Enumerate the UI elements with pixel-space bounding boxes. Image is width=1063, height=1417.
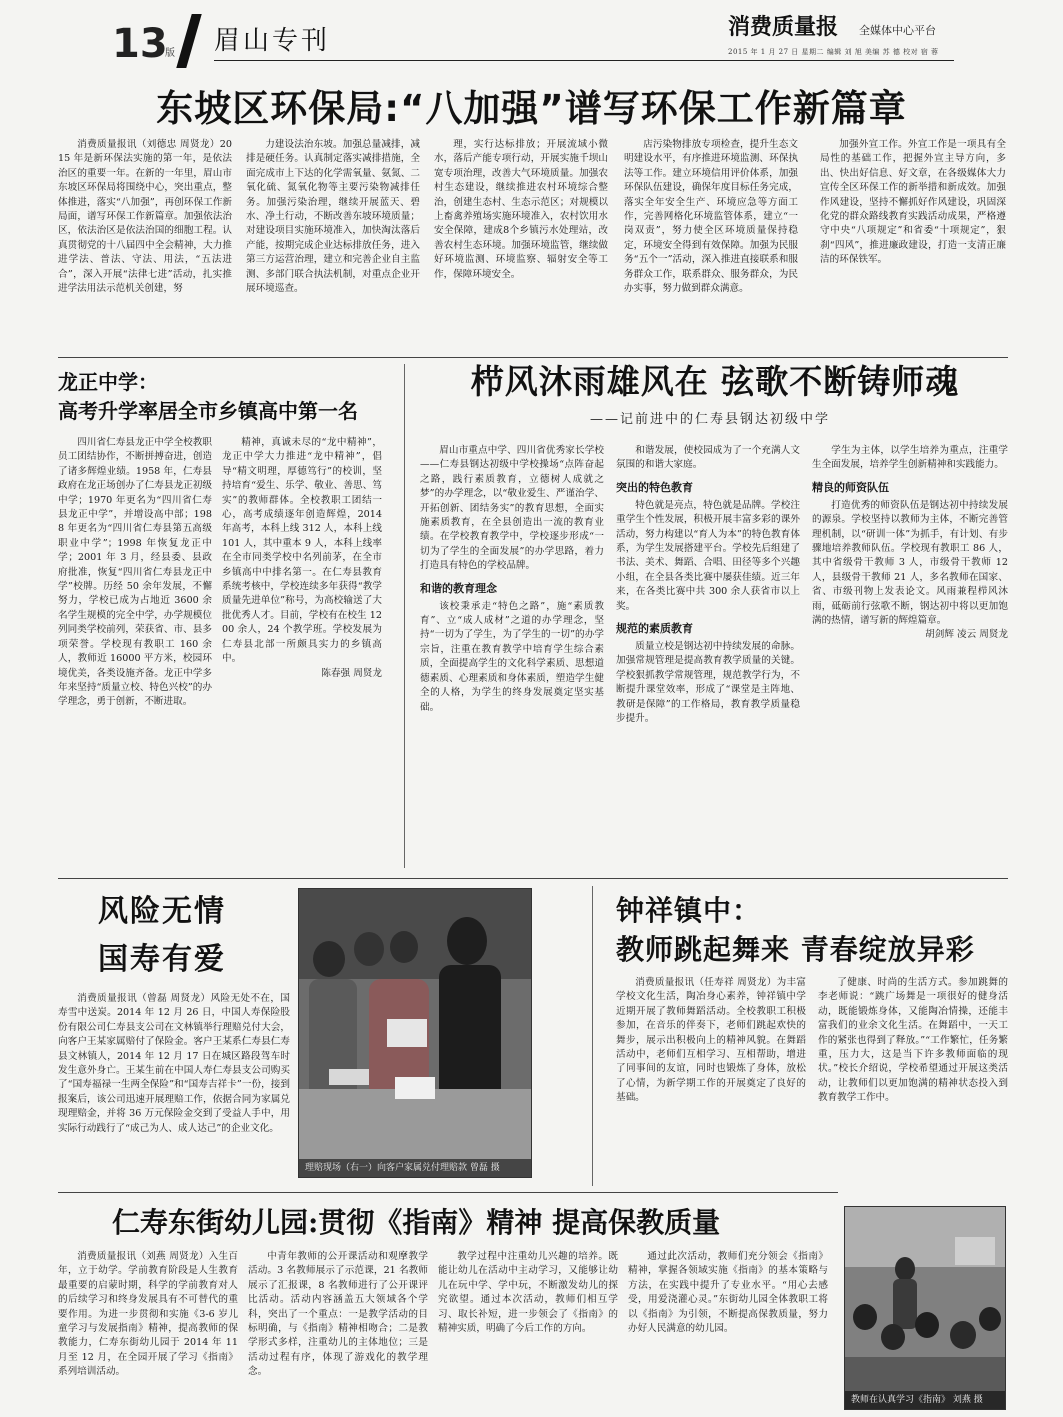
page-unit: 版 (165, 48, 175, 59)
article6-col2: 中青年教师的公开课活动和观摩教学活动。3 名教师展示了示范课，21 名教师展示了汇报课，8 名教师进行了公开课评比活动。活动内容涵盖五大领域各个学科，突出了一个重点：一是教学活动的目标明确，与《指南》精神相吻合；二是教学形式多样，注重幼儿的主体地位；三是活动过程有序，体现了游戏化的教学理念。 (248, 1251, 428, 1378)
article4-title-line1: 风险无情 (98, 894, 226, 929)
article3-col2: 和谐发展，使校园成为了一个充满人文氛围的和谐大家庭。 突出的特色教育 特色就是亮点，特色就是品牌。学校注重学生个性发展，积极开展丰富多彩的课外活动，努力构建以“育人为本”的特色教育体系，为学生发展搭建平台。学校先后组建了书法、美术、舞蹈、合唱、田径等多个兴趣小组，在全县各类比赛中屡获佳绩。近三年来，在各类比赛中共 300 余人获省市以上奖。 规范的素质教育 质量立校是钢达初中持续发展的命脉。加强常规管理是提高教育教学质量的关键。学校狠抓教学常规管理，规范教学行为，不断提升课堂效率，形成了“课堂是主阵地、教研是保障”的工作格局，教育教学质量稳步提升。 (616, 445, 800, 725)
article6-photo (844, 1206, 1006, 1410)
article3-subhead-1: 和谐的教育理念 (420, 581, 497, 595)
article6-col3: 教学过程中注重幼儿兴趣的培养。既能让幼儿在活动中主动学习，又能够让幼儿在玩中学、学中玩，不断激发幼儿的探究欲望。通过本次活动，教师们相互学习、取长补短，进一步领会了《指南》的精神实质，明确了今后工作的方向。 (438, 1251, 618, 1335)
article6-photo-caption: 教师在认真学习《指南》 刘燕 摄 (845, 1391, 1005, 1409)
masthead-rule (214, 60, 954, 61)
article1-col3: 理，实行达标排放；开展流域小微水，落后产能专项行动，开展实施千坝山宽专项治理，改善大气环境质量。加强农村生态建设，继续推进农村环境综合整治，创建生态村、生态示范区；对规模以上畜禽养殖场实施环境准入，农村饮用水安全保障，建成8个乡镇污水处理站，改善农村生态环境。加强环境监管，继续做好环境监测、环境监察、辐射安全等工作，保障环境安全。 (434, 139, 608, 280)
article1-col5: 加强外宣工作。外宣工作是一项具有全局性的基础工作，把握外宣主导方向，多出、快出好信息、好文章，在各级媒体大力宣传全区环保工作的新举措和新成效。加强作风建设，坚持不懈抓好作风建设，巩固深化党的群众路线教育实践活动成果，严格遵守中央“八项规定”和省委“十项规定”，狠刹“四风”，推进廉政建设，打造一支清正廉洁的环保铁军。 (820, 139, 1006, 266)
article2-byline: 陈春强 周贤龙 (321, 667, 382, 679)
paper-name: 消费质量报 (728, 15, 839, 40)
article3-subhead-4: 精良的师资队伍 (812, 480, 889, 494)
article5-title-line2: 教师跳起舞来 青春绽放异彩 (616, 933, 975, 966)
column-name: 眉山专刊 (214, 26, 331, 56)
article2-title-line1: 龙正中学： (58, 370, 158, 394)
article3-byline: 胡剑辉 凌云 周贤龙 (925, 629, 1008, 641)
article3-subtitle: ——记前进中的仁寿县钢达初级中学 (590, 412, 831, 427)
article1-col4: 店污染物排放专项检查，提升生态文明建设水平，有序推进环境监测、环保执法等工作。建立环境信用评价体系，加强环保队伍建设，确保年度目标任务完成，落实全年安全生产、环境应急等方面工作，完善网格化环境监管体系，建立“一岗双责”，努力使全区环境质量保持稳定，环境安全得到有效保障。加强为民服务“五个一”活动，深入推进直接联系和服务群众工作，联系群众、服务群众，为民办实事，努力做到群众满意。 (624, 139, 798, 295)
claims-ceremony-photo (299, 889, 532, 1178)
masthead-slash (176, 14, 201, 68)
article2-right-col: 精神，真诚未尽的“龙中精神”，龙正中学大力推进“龙中精神”，倡导“精文明理，厚德笃行”的校训，坚持培育“爱生、乐学、敬业、善思、笃实”的教师群体。全校教职工团结一心，高考成绩逐年创造辉煌，2014 年高考，本科上线 312 人，本科上线 101 人，其中重本 9 人，本科上线率在全市同类学校中名列前茅，在全市乡镇高中中排名第一。在仁寿县教育系统考核中，学校连续多年获得“教学质量先进单位”称号，为高校输送了大批优秀人才。目前，学校有在校生 1200 余人，24 个教学班。学校发展为仁寿县北部一所颇具实力的乡镇高中。 陈春强 周贤龙 (222, 436, 382, 866)
article6-col1: 消费质量报讯（刘燕 周贤龙）入生百年，立于幼学。学前教育阶段是人生教育最重要的启蒙时期，科学的学前教育对人的后续学习和终身发展具有不可替代的重要作用。为进一步贯彻和实施《3-6 岁儿童学习与发展指南》精神，提高教师的保教能力，仁寿东街幼儿园于 2014 年 11 月至 12 月，在全园开展了学习《指南》系列培训活动。 (58, 1251, 238, 1378)
divider-3 (58, 1192, 838, 1193)
article4-photo (298, 888, 532, 1178)
article4-title-line2: 国寿有爱 (98, 942, 226, 977)
date-line: 2015 年 1 月 27 日 星期二 编辑 刘 旭 美编 苏 德 校对 宿 蓉 (728, 48, 939, 56)
article3-col3: 学生为主体，以学生培养为重点，注重学生全面发展，培养学生创新精神和实践能力。 精良的师资队伍 打造优秀的师资队伍是钢达初中持续发展的源泉。学校坚持以教师为主体，不断完善管理机制，以“研训一体”为抓手，有计划、有步骤地培养教师队伍。学校现有教职工 86 人，其中省级骨干教师 3 人，市级骨干教师 12 人，县级骨干教师 21 人，多名教师在国家、省、市级刊物上发表论文。风雨兼程栉风沐雨，砥砺前行弦歌不断，钢达初中将以更加饱满的热情，谱写新的辉煌篇章。 胡剑辉 凌云 周贤龙 (812, 444, 1008, 866)
article3-title: 栉风沐雨雄风在 弦歌不断铸师魂 (470, 362, 960, 401)
kindergarten-classroom-photo (845, 1207, 1006, 1410)
article4-body: 消费质量报讯（曾磊 周贤龙）风险无处不在，国寿雪中送炭。2014 年 12 月 26 日，中国人寿保险股份有限公司仁寿县支公司在文林镇举行理赔兑付大会，向客户王某家属赔付了保险金。客户王某系仁寿县仁寿县文林镇人，2014 年 12 月 17 日在城区路段驾车时发生意外身亡。王某生前在中国人寿仁寿县支公司购买了“国寿福禄一生两全保险”和“国寿吉祥卡”一份，接到报案后，该公司迅速开展理赔工作，依据合同为家属兑现理赔金，并将 36 万元保险金交到了受益人手中，用实际行动践行了“成己为人、成人达己”的企业文化。 (58, 993, 290, 1134)
divider-v2 (592, 886, 593, 1186)
article6-title: 仁寿东街幼儿园:贯彻《指南》精神 提高保教质量 (112, 1206, 721, 1239)
article1-col1: 消费质量报讯（刘德忠 周贤龙）2015 年是新环保法实施的第一年，是依法治区的重要一年。在新的一年里，眉山市东坡区环保局将围绕中心，突出重点，整体推进，落实“八加强”，再创环保工作新局面，谱写环保工作新篇章。加强依法治区，依法治区是依法治国的细胞工程。认真贯彻党的十八届四中全会精神，大力推进学法、普法、守法、用法，“五法进合”，深入开展“法律七进”活动，扎实推进学法用法示范机关创建，努 (58, 139, 232, 295)
article1-col2: 力建设法治东坡。加强总量减排，减排是硬任务。认真制定落实减排措施，全面完成市上下达的化学需氧量、氨氮、二氧化硫、氮氧化物等主要污染物减排任务。加强污染治理，继续开展蓝天、碧水、净土行动，不断改善东坡环境质量；对建设项目实施环境准入，加快淘汰落后产能，按期完成企业达标排放任务，进入第三方运营治理，建立和完善企业自主监测、多部门联合执法机制，对重点企业开展环境巡查。 (246, 139, 420, 295)
article2-title-line2: 高考升学率居全市乡镇高中第一名 (58, 399, 358, 423)
divider-2 (58, 878, 1008, 879)
divider-v1 (404, 364, 405, 868)
platform-label: 全媒体中心平台 (859, 24, 936, 37)
article6-col4: 通过此次活动，教师们充分领会《指南》精神，掌握各领域实施《指南》的基本策略与方法，在实践中提升了专业水平。“用心去感受，用爱浇灌心灵。”东街幼儿园全体教职工将以《指南》为引领，不断提高保教质量，努力办好人民满意的幼儿园。 (628, 1251, 828, 1335)
article1-title: 东坡区环保局:“八加强”谱写环保工作新篇章 (156, 87, 907, 130)
article4-photo-caption: 理赔现场（右一）向客户家属兑付理赔款 曾磊 摄 (299, 1159, 531, 1177)
article5-title-line1: 钟祥镇中： (616, 894, 762, 927)
article3-col1: 眉山市重点中学、四川省优秀家长学校——仁寿县钢达初级中学校操场“点阵奋起之路，践行素质教育，立德树人成就之梦”的办学理念，以“敬业爱生、严谨治学、开拓创新、团结务实”的教育思想，全面实施素质教育，在全县创造出一流的教育业绩。在学校教育教学中，学校逐步形成“一切为了学生的全面发展”的办学思路，着力打造具有特色的学校品牌。 和谐的教育理念 该校秉承走“特色之路”，施“素质教育”、立“成人成材”之道的办学理念，坚持“一切为了学生，为了学生的一切”的办学宗旨，注重在教育教学中培育学生综合素质，全面提高学生的文化科学素质、思想道德素质、心理素质和身体素质，塑造学生健全的人格，为学生的终身发展奠定坚实基础。 (420, 445, 604, 713)
article5-col1: 消费质量报讯（任寿祥 周贤龙）为丰富学校文化生活，陶冶身心素养，钟祥镇中学近期开展了教师舞蹈活动。全校教职工积极参加，在音乐的伴奏下，老师们跳起欢快的舞步，展示出积极向上的精神风貌。在舞蹈活动中，老师们互相学习、互相帮助，增进了同事间的友谊，同时也锻炼了身体，放松了心情，为新学期工作的开展奠定了良好的基础。 (616, 977, 806, 1104)
article3-subhead-3: 规范的素质教育 (616, 622, 693, 636)
article3-subhead-2: 突出的特色教育 (616, 480, 693, 494)
page-number: 13 (112, 21, 168, 67)
article5-col2: 了健康、时尚的生活方式。参加跳舞的李老师说：“跳广场舞是一项很好的健身活动，既能锻炼身体，又能陶冶情操，还能丰富我们的业余文化生活。在舞蹈中，一天工作的紧张也得到了释放。”“工作繁忙，任务繁重，压力大，这是当下许多教师面临的现状。”校长介绍说，学校希望通过开展这类活动，让教师们以更加饱满的精神状态投入到教育教学工作中。 (818, 977, 1008, 1104)
article2-left-col: 四川省仁寿县龙正中学全校教职员工团结协作，不断拼搏奋进，创造了诸多辉煌业绩。1958 年，仁寿县政府在龙正场创办了仁寿县龙正初级中学；1970 年更名为“四川省仁寿县龙正中学”，并增设高中部；1988 年更名为“四川省仁寿县第五高级职业中学”；1998 年恢复龙正中学；2001 年 3 月，经县委、县政府批准，恢复“四川省仁寿县龙正中学”校牌。历经 50 余年发展，不懈努力，学校已成为占地近 3600 余名学生规模的完全中学，办学规模位列同类学校前列，荣获省、市、县多项荣誉。学校现有教职工 160 余人，教师近 16000 平方米，校园环境优美，各类设施齐备。龙正中学多年来坚持“质量立校、特色兴校”的办学理念，勇于创新，不断进取。 (58, 437, 212, 708)
